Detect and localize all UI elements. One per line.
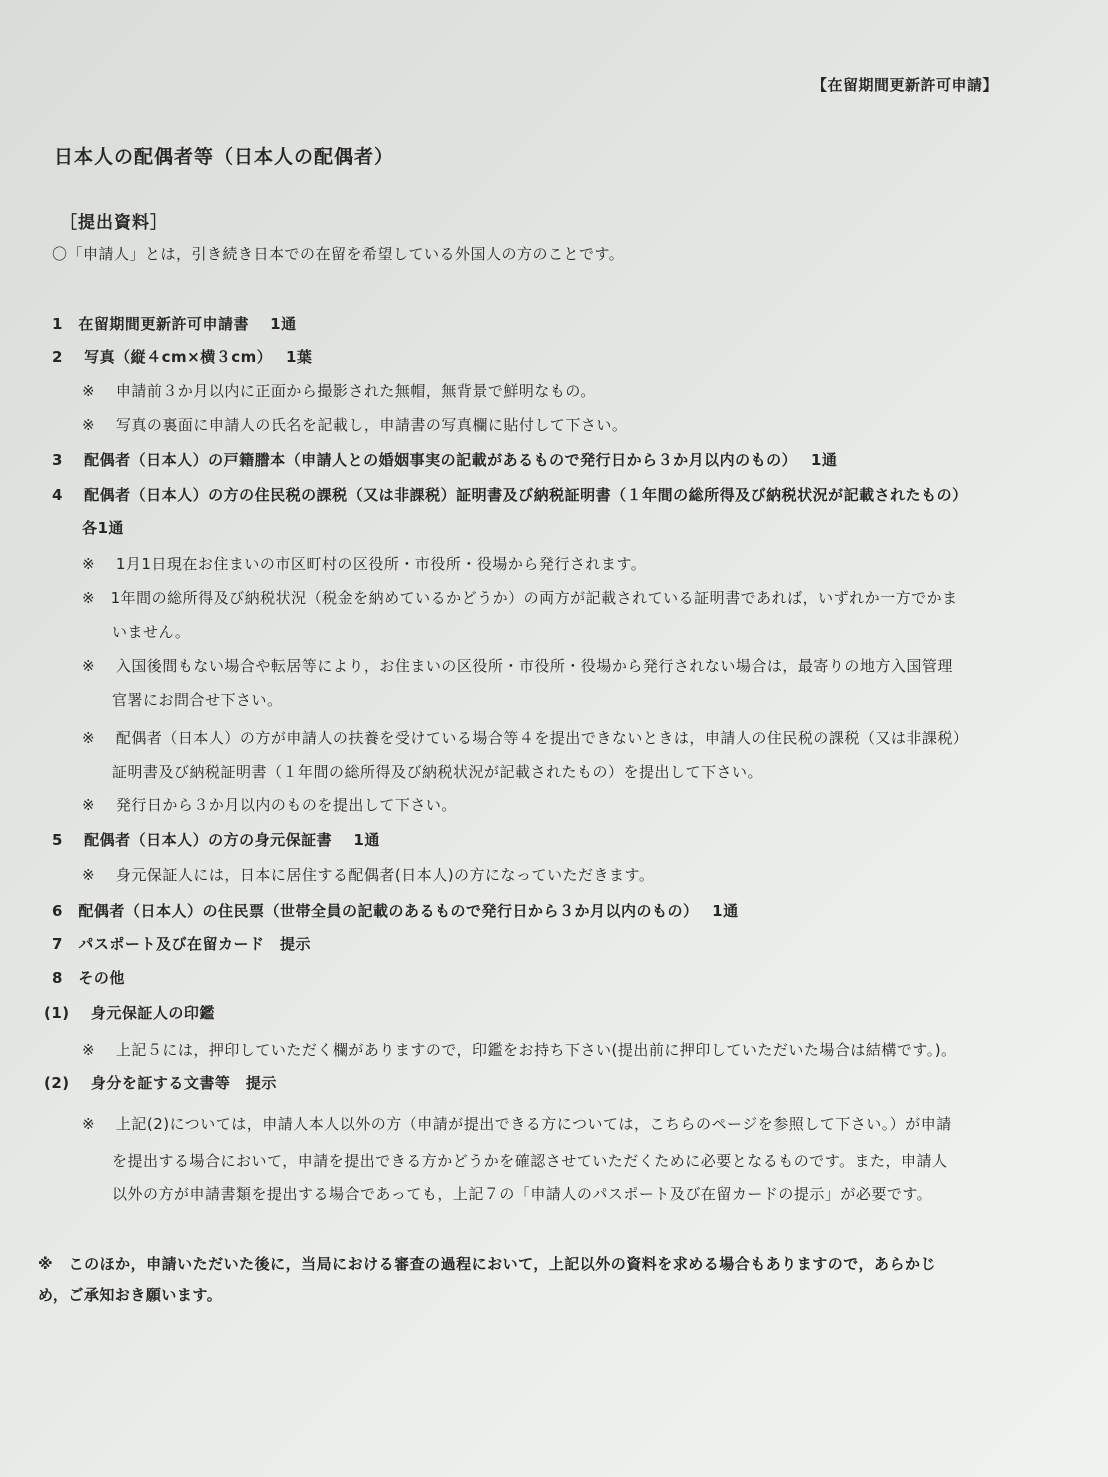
item-5: 5 配偶者（日本人）の方の身元保証書 1通 [52,831,380,849]
final-note-continued: め，ご承知おき願います。 [38,1286,223,1304]
application-type-tag: 【在留期間更新許可申請】 [812,76,999,94]
item-3: 3 配偶者（日本人）の戸籍謄本（申請人との婚姻事実の記載があるもので発行日から３か月以内のもの） 1通 [52,451,838,469]
item-8: 8 その他 [52,969,125,987]
item-8-sub-2-note: ※ 上記(2)については，申請人本人以外の方（申請が提出できる方については，こちらのページを参照して下さい。）が申請 [82,1115,952,1133]
item-6: 6 配偶者（日本人）の住民票（世帯全員の記載のあるもので発行日から３か月以内のもの） 1通 [52,902,739,920]
item-4-note-3-continued: 官署にお問合せ下さい。 [112,691,283,709]
item-4-note-2: ※ 1年間の総所得及び納税状況（税金を納めているかどうか）の両方が記載されている証明書であれば，いずれか一方でかま [82,589,958,607]
item-7: 7 パスポート及び在留カード 提示 [52,935,311,953]
item-8-sub-2-note-continued-2: 以外の方が申請書類を提出する場合であっても，上記７の「申請人のパスポート及び在留カードの提示」が必要です。 [112,1185,933,1203]
item-2-note-1: ※ 申請前３か月以内に正面から撮影された無帽，無背景で鮮明なもの。 [82,382,596,400]
item-4-continued: 各1通 [82,519,124,537]
item-4-note-4-continued: 証明書及び納税証明書（１年間の総所得及び納税状況が記載されたもの）を提出して下さい。 [112,763,764,781]
section-heading: ［提出資料］ [60,213,168,233]
item-2-note-2: ※ 写真の裏面に申請人の氏名を記載し，申請書の写真欄に貼付して下さい。 [82,416,628,434]
item-1: 1 在留期間更新許可申請書 1通 [52,315,297,333]
item-8-sub-2-note-continued-1: を提出する場合において，申請を提出できる方かどうかを確認させていただくために必要となるものです。また，申請人 [112,1152,948,1170]
item-8-sub-1-note: ※ 上記５には，押印していただく欄がありますので，印鑑をお持ち下さい(提出前に押印していただいた場合は結構です。)。 [82,1041,957,1059]
item-2: 2 写真（縦４cm×横３cm） 1葉 [52,348,313,366]
item-8-sub-2: (2) 身分を証する文書等 提示 [44,1074,277,1092]
item-4-note-2-continued: いません。 [112,623,191,641]
item-8-sub-1: (1) 身元保証人の印鑑 [44,1004,215,1022]
page-title: 日本人の配偶者等（日本人の配偶者） [54,146,395,168]
item-4-note-5: ※ 発行日から３か月以内のものを提出して下さい。 [82,796,457,814]
intro-text: 〇「申請人」とは，引き続き日本での在留を希望している外国人の方のことです。 [52,245,625,263]
item-4: 4 配偶者（日本人）の方の住民税の課税（又は非課税）証明書及び納税証明書（１年間の総所得及び納税状況が記載されたもの） [52,486,968,504]
item-5-note-1: ※ 身元保証人には，日本に居住する配偶者(日本人)の方になっていただきます。 [82,866,655,884]
item-4-note-1: ※ 1月1日現在お住まいの市区町村の区役所・市役所・役場から発行されます。 [82,555,647,573]
item-4-note-4: ※ 配偶者（日本人）の方が申請人の扶養を受けている場合等４を提出できないときは，申請人の住民税の課税（又は非課税） [82,729,969,747]
item-4-note-3: ※ 入国後間もない場合や転居等により，お住まいの区役所・市役所・役場から発行されない場合は，最寄りの地方入国管理 [82,657,953,675]
final-note: ※ このほか，申請いただいた後に，当局における審査の過程において，上記以外の資料を求める場合もありますので，あらかじ [38,1255,936,1273]
